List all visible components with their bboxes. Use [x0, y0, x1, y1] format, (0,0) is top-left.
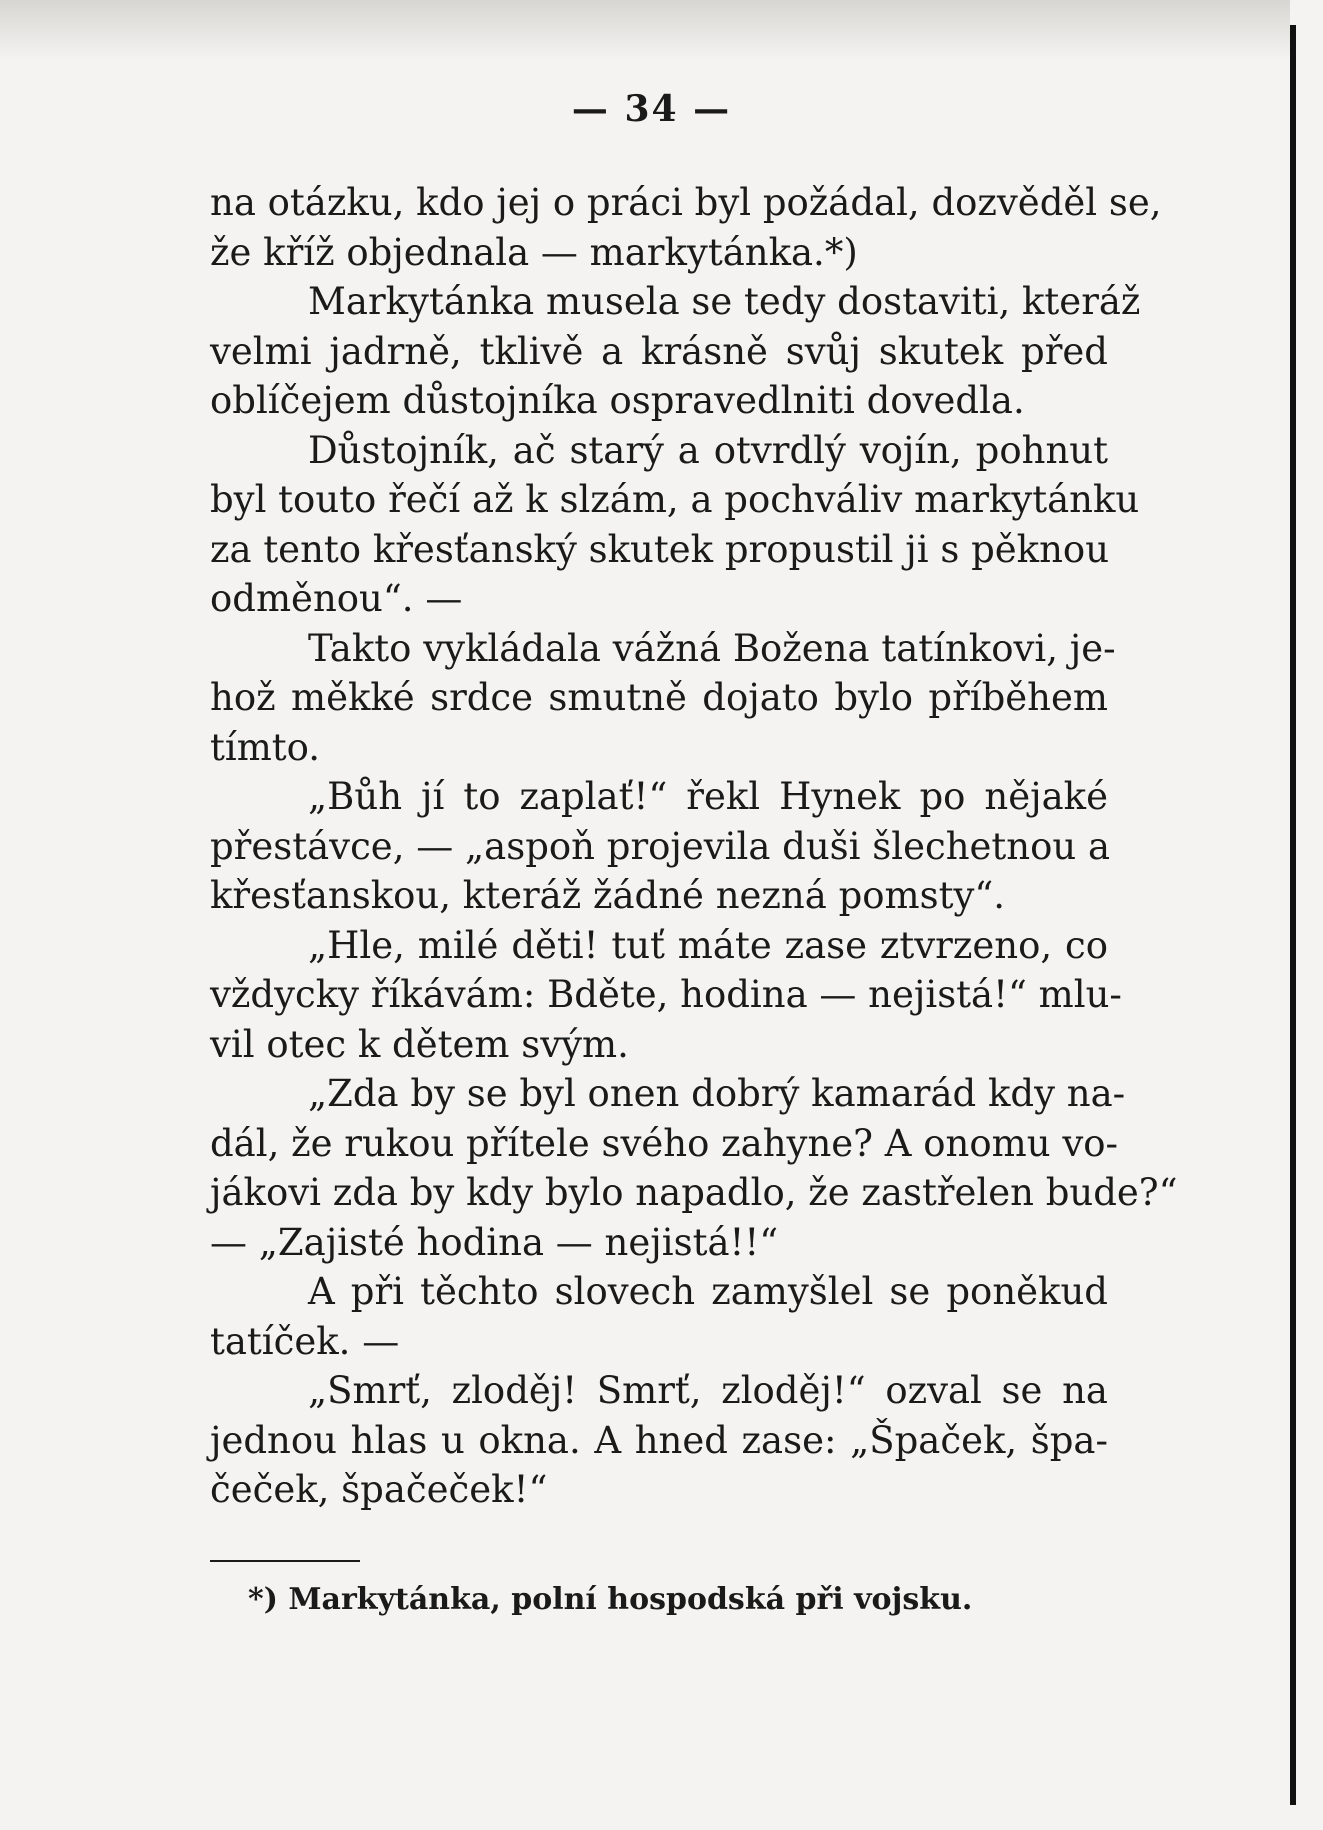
- text-line: odměnou“. —: [210, 577, 463, 620]
- paragraph: [210, 1267, 1108, 1366]
- text-line: přestávce, — „aspoň projevila duši šlechetnou a: [210, 824, 1111, 868]
- text-line: na otázku, kdo jej o práci byl požádal, dozvěděl se,: [210, 181, 1162, 224]
- text-line: tatíček. —: [210, 1319, 400, 1363]
- text-line: byl touto řečí až k slzám, a pochváliv markytánku: [210, 478, 1140, 521]
- text-line: tímto.: [210, 725, 321, 769]
- scan-top-shadow: [0, 0, 1290, 60]
- scan-right-edge: [1290, 25, 1296, 1805]
- text-line: dál, že rukou přítele svého zahyne? A onomu vo-: [210, 1121, 1118, 1165]
- text-line: za tento křesťanský skutek propustil ji s pěknou: [210, 527, 1110, 571]
- text-line: křesťanskou, kteráž žádné nezná pomsty“.: [210, 874, 1006, 917]
- page-number: — 34 —: [571, 88, 732, 130]
- paragraph: [210, 1366, 1108, 1515]
- text-line: jednou hlas u okna. A hned zase: „Špaček, špa-: [210, 1418, 1108, 1462]
- text-line: Markytánka musela se tedy dostaviti, kteráž: [308, 280, 1141, 323]
- text-line: Důstojník, ač starý a otvrdlý vojín, pohnut: [308, 428, 1108, 472]
- text-line: — „Zajisté hodina — nejistá!!“: [210, 1220, 779, 1264]
- text-line: „Bůh jí to zaplať!“ řekl Hynek po nějaké: [308, 775, 1108, 818]
- text-line: A při těchto slovech zamyšlel se poněkud: [308, 1270, 1108, 1313]
- footnote: *) Markytánka, polní hospodská při vojsku.: [248, 1582, 973, 1617]
- text-line: oblíčejem důstojníka ospravedlniti dovedla.: [210, 379, 1025, 422]
- text-line: hož měkké srdce smutně dojato bylo příběhem: [210, 676, 1108, 719]
- text-line: „Hle, milé děti! tuť máte zase ztvrzeno, co: [308, 923, 1108, 967]
- text-line: Takto vykládala vážná Božena tatínkovi, je-: [308, 626, 1116, 670]
- text-line: vždycky říkávám: Bděte, hodina — nejistá!“ mlu-: [210, 973, 1122, 1016]
- paragraph: [210, 624, 1116, 773]
- paragraph: [210, 178, 1162, 277]
- text-line: „Zda by se byl onen dobrý kamarád kdy na-: [308, 1072, 1126, 1115]
- text-line: jákovi zda by kdy bylo napadlo, že zastřelen bude?“: [210, 1171, 1178, 1214]
- body-text: [210, 178, 1178, 1515]
- paragraph: [210, 1069, 1178, 1267]
- paragraph: [210, 772, 1111, 921]
- text-line: velmi jadrně, tklivě a krásně svůj skutek před: [210, 329, 1108, 373]
- paragraph: [210, 277, 1141, 426]
- footnote-rule: [210, 1560, 360, 1562]
- text-line: vil otec k dětem svým.: [210, 1022, 629, 1066]
- text-line: čeček, špačeček!“: [210, 1468, 548, 1511]
- paragraph: [210, 426, 1140, 624]
- text-line: „Smrť, zloděj! Smrť, zloděj!“ ozval se na: [308, 1369, 1108, 1412]
- paragraph: [210, 921, 1122, 1070]
- text-line: že kříž objednala — markytánka.*): [210, 230, 858, 274]
